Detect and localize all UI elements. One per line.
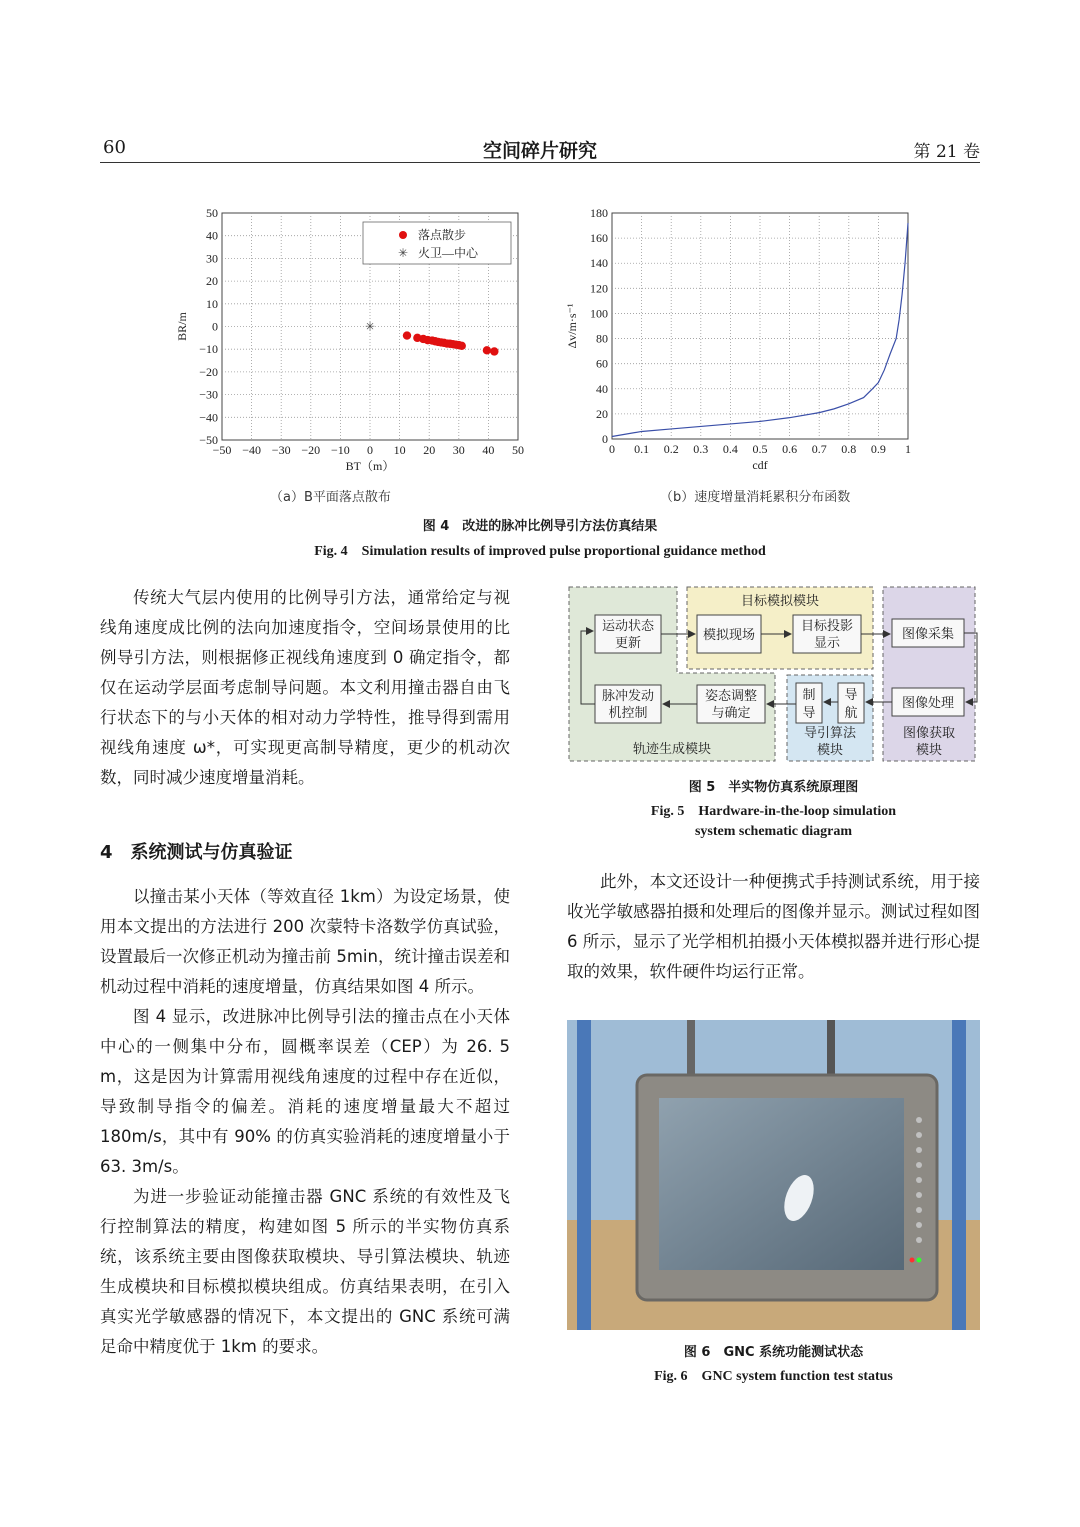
legend-marker-scatter: [399, 231, 407, 239]
x-tick-label: −20: [301, 443, 321, 457]
y-tick-label: 100: [590, 306, 608, 321]
scatter-point: [403, 331, 411, 339]
y-tick-label: 140: [590, 256, 608, 271]
x-tick-label: 0.7: [811, 442, 827, 456]
fig6-title-cn: 图 6 GNC 系统功能测试状态: [683, 1345, 864, 1360]
y-tick-label: −30: [199, 387, 218, 402]
label-img-capture: 图像采集: [901, 626, 955, 641]
label-guide-alg-1: 导引算法: [803, 725, 857, 740]
label-attitude-1: 姿态调整: [704, 688, 758, 703]
label-traj-module: 轨迹生成模块: [632, 741, 712, 756]
fig5-title-cn: 图 5 半实物仿真系统原理图: [688, 780, 859, 795]
x-axis-label: cdf: [752, 458, 768, 472]
legend-label-scatter: 落点散步: [418, 228, 467, 242]
label-guide-alg-2: 模块: [816, 742, 844, 757]
center-marker: ✳: [364, 319, 376, 334]
x-tick-label: 0.3: [693, 442, 709, 456]
fig5-title-en-2: system schematic diagram: [694, 824, 853, 839]
section-title: 4 系统测试与仿真验证: [100, 842, 293, 863]
left-column-2: [100, 882, 510, 1362]
y-axis-label: BR/m: [175, 312, 189, 341]
y-tick-label: 0: [212, 319, 218, 334]
x-tick-label: −30: [271, 443, 291, 457]
fig6-title-en: Fig. 6 GNC system function test status: [654, 1369, 893, 1384]
y-tick-label: 50: [206, 206, 218, 220]
y-tick-label: 40: [596, 381, 608, 396]
label-attitude-2: 与确定: [711, 705, 751, 720]
x-tick-label: 20: [423, 443, 436, 457]
y-tick-label: 0: [602, 432, 608, 446]
x-tick-label: 0.4: [722, 442, 738, 456]
x-tick-label: 0: [609, 442, 615, 456]
para-2: 以撞击某小天体（等效直径 1km）为设定场景，使用本文提出的方法进行 200 次蒙特卡洛数学仿真试验，设置最后一次修正机动为撞击前 5min，统计撞击误差和机动过程中消耗的速度增量，仿真结果如图 4 所示。: [100, 887, 510, 996]
label-pulse-ctrl-2: 机控制: [608, 705, 648, 720]
y-tick-label: 180: [590, 206, 608, 220]
y-tick-label: 80: [596, 331, 608, 346]
y-tick-label: −50: [199, 433, 218, 447]
label-motion-update-2: 更新: [614, 635, 642, 650]
page-number: 60: [103, 137, 126, 158]
y-tick-label: 10: [206, 296, 218, 311]
volume-label: 第 21 卷: [913, 142, 980, 162]
y-tick-label: −20: [199, 364, 218, 379]
y-tick-label: 20: [596, 406, 608, 421]
x-tick-label: 50: [512, 443, 524, 457]
right-para-1: 此外，本文还设计一种便携式手持测试系统，用于接收光学敏感器拍摄和处理后的图像并显示。测试过程如图 6 所示，显示了光学相机拍摄小天体模拟器并进行形心提取的效果，软件硬件均运行正常。: [567, 872, 980, 981]
x-tick-label: 0: [367, 443, 373, 457]
para-1: 传统大气层内使用的比例导引方法，通常给定与视线角速度成比例的法向加速度指令，空间场景使用的比例导引方法，则根据修正视线角速度到 0 确定指令，都仅在运动学层面考虑制导问题。本文利用撞击器自由飞行状态下的与小天体的相对动力学特性，推导得到需用视线角速度 ω*，可实现更高制导精度，更少的机动次数，同时减少速度增量消耗。: [100, 588, 510, 787]
fig5-title-en-1: Fig. 5 Hardware-in-the-loop simulation: [650, 804, 897, 819]
x-tick-label: 0.5: [752, 442, 768, 456]
fig4-sub-b-caption: （b）速度增量消耗累积分布函数: [660, 490, 851, 505]
label-motion-update-1: 运动状态: [601, 618, 655, 633]
x-tick-label: −50: [212, 443, 232, 457]
label-nav-box-2: 航: [844, 705, 858, 720]
x-tick-label: 1: [905, 442, 911, 456]
chart-b: [555, 200, 930, 490]
para-4: 为进一步验证动能撞击器 GNC 系统的有效性及飞行控制算法的精度，构建如图 5 所示的半实物仿真系统，该系统主要由图像获取模块、导引算法模块、轨迹生成模块和目标模拟模块组成。仿真结果表明，在引入真实光学敏感器的情况下，本文提出的 GNC 系统可满足命中精度优于 1km 的要求。: [100, 1187, 510, 1356]
y-tick-label: 40: [206, 228, 218, 243]
label-guide-box-2: 导: [802, 705, 816, 720]
label-target-proj-1: 目标投影: [800, 618, 854, 633]
fig5-diagram: [565, 585, 980, 765]
x-tick-label: 40: [482, 443, 495, 457]
label-sim-scene: 模拟现场: [702, 627, 756, 642]
y-tick-label: −40: [199, 410, 218, 425]
right-column: [567, 867, 980, 987]
fig4-title-cn: 图 4 改进的脉冲比例导引方法仿真结果: [422, 519, 658, 534]
scatter-point: [458, 342, 466, 350]
x-tick-label: 10: [393, 443, 406, 457]
label-pulse-ctrl-1: 脉冲发动: [601, 688, 655, 703]
scatter-point: [490, 347, 498, 355]
para-3: 图 4 显示，改进脉冲比例导引法的撞击点在小天体中心的一侧集中分布，圆概率误差（CEP）为 26. 5 m，这是因为计算需用视线角速度的过程中存在近似，导致制导指令的偏差。消耗的速度增量最大不超过 180m/s，其中有 90% 的仿真实验消耗的速度增量小于 63. 3m/s。: [100, 1007, 510, 1176]
x-tick-label: 0.6: [782, 442, 798, 456]
left-column: [100, 583, 510, 793]
y-tick-label: −10: [199, 342, 218, 357]
chart-a: [160, 200, 540, 490]
x-tick-label: 30: [452, 443, 465, 457]
x-axis-label: BT（m）: [345, 459, 395, 473]
fig4-sub-a-caption: （a）B平面落点散布: [270, 490, 391, 505]
x-tick-label: −40: [242, 443, 261, 457]
label-img-acq-2: 模块: [915, 742, 943, 757]
label-img-proc: 图像处理: [901, 695, 955, 710]
label-nav-box-1: 导: [844, 687, 858, 702]
label-img-acq-1: 图像获取: [902, 725, 956, 740]
x-tick-label: −10: [331, 443, 350, 457]
fig4-title-en: Fig. 4 Simulation results of improved pulse proportional guidance method: [314, 544, 766, 559]
y-axis-label: Δv/m·s⁻¹: [565, 303, 579, 349]
y-tick-label: 20: [206, 274, 218, 289]
y-tick-label: 60: [596, 356, 608, 371]
y-tick-label: 160: [590, 231, 608, 246]
label-target-proj-2: 显示: [813, 635, 841, 650]
y-tick-label: 30: [206, 251, 218, 266]
y-tick-label: 120: [590, 281, 608, 296]
x-tick-label: 0.8: [841, 442, 857, 456]
x-tick-label: 0.9: [870, 442, 886, 456]
legend-marker-center: ✳: [397, 246, 409, 260]
scatter-point: [483, 346, 491, 354]
legend-label-center: 火卫—中心: [418, 246, 479, 260]
label-guide-box-1: 制: [802, 687, 816, 702]
label-target-module: 目标模拟模块: [740, 593, 820, 608]
x-tick-label: 0.2: [663, 442, 679, 456]
fig6-photo: [567, 1020, 980, 1330]
header-rule: [100, 162, 980, 163]
journal-title: 空间碎片研究: [482, 140, 597, 162]
x-tick-label: 0.1: [634, 442, 650, 456]
